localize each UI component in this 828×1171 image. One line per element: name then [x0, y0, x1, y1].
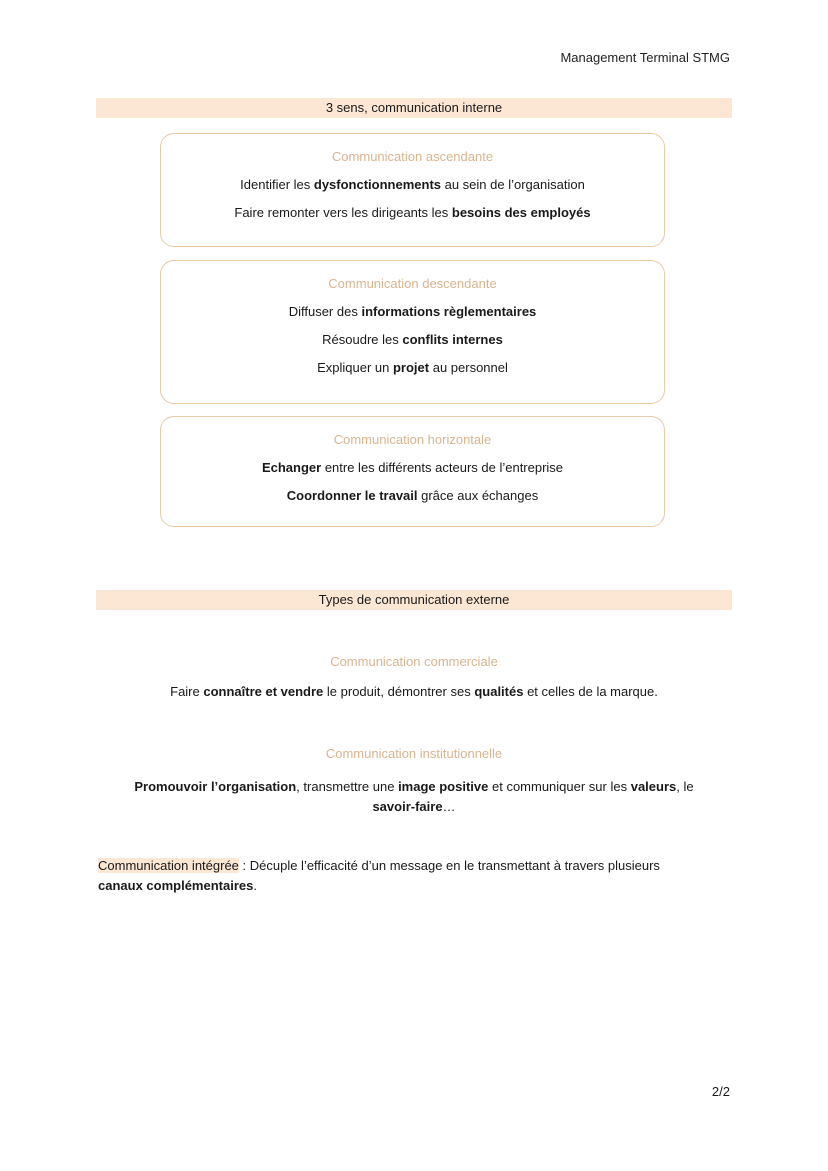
section-title-internal: 3 sens, communication interne	[96, 98, 732, 118]
highlight-term: Communication intégrée	[98, 858, 239, 873]
box-line: Résoudre les conflits internes	[322, 332, 503, 347]
section-title-external: Types de communication externe	[96, 590, 732, 610]
box-line: Faire remonter vers les dirigeants les besoins des employés	[234, 205, 591, 220]
box-title: Communication ascendante	[331, 149, 494, 164]
paragraph-commerciale: Faire connaître et vendre le produit, démontrer ses qualités et celles de la marque.	[170, 684, 658, 699]
paragraph-institutionnelle: Promouvoir l’organisation, transmettre une image positive et communiquer sur les valeurs, le savoir-faire…	[134, 779, 694, 814]
box-line: Echanger entre les différents acteurs de l’entreprise	[261, 460, 564, 475]
subtitle-commerciale: Communication commerciale	[330, 654, 498, 669]
box-horizontale	[160, 416, 665, 527]
subtitle-institutionnelle: Communication institutionnelle	[325, 746, 503, 761]
page-header: Management Terminal STMG	[560, 50, 730, 65]
page-number: 2/2	[711, 1084, 730, 1099]
box-line: Coordonner le travail grâce aux échanges	[286, 488, 539, 503]
box-ascendante	[160, 133, 665, 247]
box-title: Communication descendante	[328, 276, 497, 291]
box-line: Diffuser des informations règlementaires	[288, 304, 537, 319]
box-descendante	[160, 260, 665, 404]
box-title: Communication horizontale	[333, 432, 492, 447]
paragraph-integree: Communication intégrée : Décuple l’efficacité d’un message en le transmettant à travers plusieurs canaux complémentaires.	[98, 858, 660, 893]
box-line: Identifier les dysfonctionnements au sein de l’organisation	[240, 177, 585, 192]
box-line: Expliquer un projet au personnel	[317, 360, 508, 375]
